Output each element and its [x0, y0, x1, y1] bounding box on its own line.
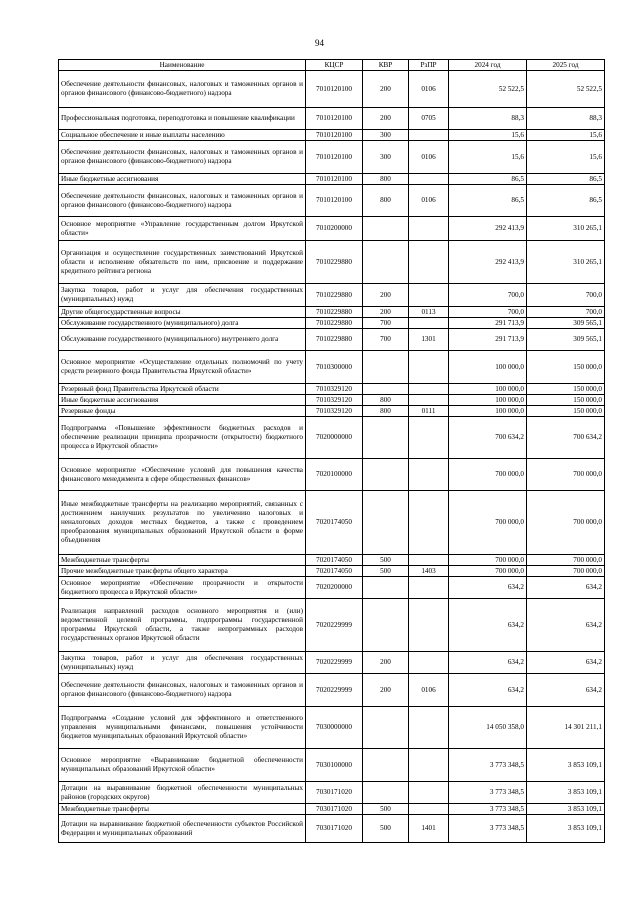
table-body [59, 71, 605, 843]
cell-kvr [363, 217, 409, 241]
cell-kvr [363, 491, 409, 555]
cell-y2025: 150 000,0 [527, 384, 605, 395]
table-row [59, 71, 605, 108]
cell-kcsr: 7010229880 [306, 329, 363, 351]
table-row [59, 804, 605, 815]
cell-rzpr [409, 217, 449, 241]
cell-name: Межбюджетные трансферты [59, 804, 306, 815]
cell-kvr: 200 [363, 284, 409, 307]
cell-y2025: 700 634,2 [527, 417, 605, 459]
cell-y2025: 150 000,0 [527, 395, 605, 406]
cell-kcsr: 7010120100 [306, 185, 363, 217]
cell-rzpr [409, 749, 449, 782]
cell-y2024: 100 000,0 [449, 406, 527, 417]
cell-kcsr: 7030171020 [306, 815, 363, 843]
cell-y2024: 291 713,9 [449, 318, 527, 329]
cell-rzpr: 0111 [409, 406, 449, 417]
cell-y2025: 634,2 [527, 577, 605, 599]
table-row [59, 406, 605, 417]
cell-kvr [363, 749, 409, 782]
cell-rzpr [409, 318, 449, 329]
cell-kvr: 500 [363, 815, 409, 843]
cell-y2024: 52 522,5 [449, 71, 527, 108]
cell-name: Подпрограмма «Повышение эффективности бюджетных расходов и обеспечение реализации принципа прозрачности (открытости) бюджетного процесса в Иркутской области» [59, 417, 306, 459]
cell-y2025: 634,2 [527, 652, 605, 674]
cell-y2024: 634,2 [449, 599, 527, 652]
cell-rzpr: 0106 [409, 71, 449, 108]
cell-rzpr [409, 577, 449, 599]
cell-rzpr [409, 782, 449, 804]
cell-kcsr: 7010120100 [306, 130, 363, 141]
cell-name: Обеспечение деятельности финансовых, налоговых и таможенных органов и органов финансового (финансово-бюджетного) надзора [59, 141, 306, 174]
cell-name: Обеспечение деятельности финансовых, налоговых и таможенных органов и органов финансового (финансово-бюджетного) надзора [59, 185, 306, 217]
cell-y2025: 3 853 109,1 [527, 782, 605, 804]
cell-name: Дотации на выравнивание бюджетной обеспеченности муниципальных районов (городских округов) [59, 782, 306, 804]
cell-rzpr [409, 555, 449, 566]
table-row [59, 241, 605, 284]
cell-name: Прочие межбюджетные трансферты общего характера [59, 566, 306, 577]
cell-name: Закупка товаров, работ и услуг для обеспечения государственных (муниципальных) нужд [59, 284, 306, 307]
cell-y2024: 292 413,9 [449, 217, 527, 241]
cell-kcsr: 7010200000 [306, 217, 363, 241]
cell-y2024: 15,6 [449, 130, 527, 141]
cell-y2024: 100 000,0 [449, 384, 527, 395]
cell-y2025: 3 853 109,1 [527, 804, 605, 815]
cell-kcsr: 7020174050 [306, 566, 363, 577]
cell-kvr: 700 [363, 329, 409, 351]
table-row [59, 674, 605, 707]
cell-kvr [363, 782, 409, 804]
cell-kvr [363, 417, 409, 459]
cell-y2025: 700,0 [527, 307, 605, 318]
cell-y2024: 634,2 [449, 674, 527, 707]
cell-kvr: 300 [363, 141, 409, 174]
cell-y2025: 15,6 [527, 141, 605, 174]
cell-y2025: 14 301 211,1 [527, 707, 605, 749]
table-row [59, 384, 605, 395]
table-row [59, 491, 605, 555]
cell-y2025: 634,2 [527, 599, 605, 652]
table-row [59, 141, 605, 174]
cell-y2025: 700 000,0 [527, 491, 605, 555]
cell-kcsr: 7010120100 [306, 71, 363, 108]
cell-kvr [363, 459, 409, 491]
cell-y2025: 150 000,0 [527, 351, 605, 384]
table-header-row [59, 60, 605, 71]
cell-y2024: 88,3 [449, 108, 527, 130]
cell-y2024: 291 713,9 [449, 329, 527, 351]
cell-name: Межбюджетные трансферты [59, 555, 306, 566]
cell-rzpr: 0705 [409, 108, 449, 130]
header-2025: 2025 год [527, 60, 605, 71]
header-name: Наименование [59, 60, 306, 71]
header-kcsr: КЦСР [306, 60, 363, 71]
cell-kcsr: 7010329120 [306, 406, 363, 417]
cell-y2024: 700,0 [449, 284, 527, 307]
cell-kcsr: 7010329120 [306, 395, 363, 406]
cell-y2024: 634,2 [449, 652, 527, 674]
table-row [59, 318, 605, 329]
cell-kvr: 200 [363, 652, 409, 674]
cell-y2024: 700 000,0 [449, 555, 527, 566]
table-row [59, 130, 605, 141]
cell-kcsr: 7030000000 [306, 707, 363, 749]
cell-y2024: 86,5 [449, 174, 527, 185]
cell-kcsr: 7020174050 [306, 491, 363, 555]
cell-kvr: 300 [363, 130, 409, 141]
cell-kcsr: 7020100000 [306, 459, 363, 491]
table-row [59, 108, 605, 130]
page-number: 94 [315, 38, 324, 48]
table-row [59, 217, 605, 241]
header-2024: 2024 год [449, 60, 527, 71]
table-row [59, 707, 605, 749]
cell-kvr: 800 [363, 406, 409, 417]
cell-y2024: 700 634,2 [449, 417, 527, 459]
cell-kcsr: 7030171020 [306, 804, 363, 815]
header-rzpr: РзПР [409, 60, 449, 71]
cell-y2025: 15,6 [527, 130, 605, 141]
cell-kvr: 200 [363, 108, 409, 130]
cell-kcsr: 7030100000 [306, 749, 363, 782]
cell-y2025: 700,0 [527, 284, 605, 307]
cell-rzpr: 0106 [409, 141, 449, 174]
cell-rzpr: 0106 [409, 185, 449, 217]
cell-kcsr: 7010300000 [306, 351, 363, 384]
cell-y2025: 309 565,1 [527, 318, 605, 329]
cell-y2024: 3 773 348,5 [449, 782, 527, 804]
table-row [59, 459, 605, 491]
cell-name: Основное мероприятие «Обеспечение условий для повышения качества финансового менеджмента в сфере общественных финансов» [59, 459, 306, 491]
cell-kvr: 200 [363, 71, 409, 108]
cell-rzpr [409, 707, 449, 749]
cell-y2025: 700 000,0 [527, 459, 605, 491]
cell-kvr: 200 [363, 674, 409, 707]
table-row [59, 749, 605, 782]
cell-name: Подпрограмма «Создание условий для эффективного и ответственного управления муниципальными финансами, повышения устойчивости бюджетов муниципальных образований Иркутской области» [59, 707, 306, 749]
cell-kcsr: 7020229999 [306, 599, 363, 652]
cell-y2024: 86,5 [449, 185, 527, 217]
cell-kcsr: 7020229999 [306, 652, 363, 674]
cell-rzpr: 1301 [409, 329, 449, 351]
cell-name: Иные межбюджетные трансферты на реализацию мероприятий, связанных с достижением наилучших результатов по увеличению налоговых и неналоговых доходов местных бюджетов, а также с проведением преобразования муниципальных образований Иркутской области в форме объединения [59, 491, 306, 555]
cell-kcsr: 7020000000 [306, 417, 363, 459]
cell-y2024: 100 000,0 [449, 395, 527, 406]
table-row [59, 395, 605, 406]
cell-y2025: 88,3 [527, 108, 605, 130]
cell-y2025: 310 265,1 [527, 217, 605, 241]
cell-rzpr [409, 599, 449, 652]
cell-kcsr: 7010229880 [306, 318, 363, 329]
cell-name: Основное мероприятие «Обеспечение прозрачности и открытости бюджетного процесса в Иркутской области» [59, 577, 306, 599]
cell-rzpr [409, 384, 449, 395]
table-row [59, 599, 605, 652]
cell-kvr: 800 [363, 174, 409, 185]
cell-name: Обеспечение деятельности финансовых, налоговых и таможенных органов и органов финансового (финансово-бюджетного) надзора [59, 674, 306, 707]
table-row [59, 577, 605, 599]
table-row [59, 417, 605, 459]
cell-y2025: 3 853 109,1 [527, 815, 605, 843]
cell-name: Резервный фонд Правительства Иркутской области [59, 384, 306, 395]
cell-y2025: 150 000,0 [527, 406, 605, 417]
cell-name: Социальное обеспечение и иные выплаты населению [59, 130, 306, 141]
cell-y2024: 700,0 [449, 307, 527, 318]
cell-name: Закупка товаров, работ и услуг для обеспечения государственных (муниципальных) нужд [59, 652, 306, 674]
cell-y2025: 3 853 109,1 [527, 749, 605, 782]
cell-kvr [363, 707, 409, 749]
header-kvr: КВР [363, 60, 409, 71]
cell-rzpr: 0113 [409, 307, 449, 318]
cell-kcsr: 7010120100 [306, 141, 363, 174]
cell-name: Обслуживание государственного (муниципального) внутреннего долга [59, 329, 306, 351]
cell-kvr: 500 [363, 555, 409, 566]
cell-kcsr: 7020174050 [306, 555, 363, 566]
table-row [59, 185, 605, 217]
cell-rzpr [409, 491, 449, 555]
cell-y2025: 309 565,1 [527, 329, 605, 351]
cell-name: Обеспечение деятельности финансовых, налоговых и таможенных органов и органов финансового (финансово-бюджетного) надзора [59, 71, 306, 108]
cell-y2024: 100 000,0 [449, 351, 527, 384]
cell-rzpr: 0106 [409, 674, 449, 707]
cell-name: Обслуживание государственного (муниципального) долга [59, 318, 306, 329]
table-row [59, 307, 605, 318]
cell-rzpr [409, 459, 449, 491]
cell-name: Иные бюджетные ассигнования [59, 395, 306, 406]
cell-y2024: 14 050 358,0 [449, 707, 527, 749]
cell-name: Профессиональная подготовка, переподготовка и повышение квалификации [59, 108, 306, 130]
cell-y2025: 700 000,0 [527, 555, 605, 566]
cell-name: Основное мероприятие «Осуществление отдельных полномочий по учету средств резервного фонда Правительства Иркутской области» [59, 351, 306, 384]
cell-rzpr: 1401 [409, 815, 449, 843]
cell-name: Резервные фонды [59, 406, 306, 417]
table-row [59, 329, 605, 351]
cell-kvr [363, 351, 409, 384]
cell-y2024: 3 773 348,5 [449, 815, 527, 843]
cell-kcsr: 7010229880 [306, 284, 363, 307]
cell-kvr: 700 [363, 318, 409, 329]
cell-name: Иные бюджетные ассигнования [59, 174, 306, 185]
cell-kvr: 200 [363, 307, 409, 318]
cell-y2024: 700 000,0 [449, 566, 527, 577]
table-row [59, 652, 605, 674]
table-row [59, 815, 605, 843]
cell-y2024: 3 773 348,5 [449, 804, 527, 815]
table-row [59, 782, 605, 804]
cell-kvr: 500 [363, 566, 409, 577]
cell-kvr [363, 577, 409, 599]
cell-kcsr: 7020200000 [306, 577, 363, 599]
budget-table [58, 59, 605, 843]
cell-name: Реализация направлений расходов основного мероприятия и (или) ведомственной целевой программы, подпрограммы государственной программы Иркутской области, а также непрограммных расходов государственных органов Иркутской области [59, 599, 306, 652]
cell-kvr: 500 [363, 804, 409, 815]
table-row [59, 174, 605, 185]
cell-name: Организация и осуществление государственных заимствований Иркутской области и исполнение обязательств по ним, присвоение и поддержание кредитного рейтинга региона [59, 241, 306, 284]
cell-name: Основное мероприятие «Выравнивание бюджетной обеспеченности муниципальных образований Иркутской области» [59, 749, 306, 782]
cell-y2025: 86,5 [527, 174, 605, 185]
cell-name: Другие общегосударственные вопросы [59, 307, 306, 318]
cell-kcsr: 7030171020 [306, 782, 363, 804]
cell-kvr: 800 [363, 185, 409, 217]
cell-rzpr [409, 395, 449, 406]
cell-y2025: 52 522,5 [527, 71, 605, 108]
cell-kcsr: 7010120100 [306, 108, 363, 130]
cell-rzpr [409, 351, 449, 384]
cell-y2024: 634,2 [449, 577, 527, 599]
table-row [59, 566, 605, 577]
cell-y2024: 292 413,9 [449, 241, 527, 284]
cell-kcsr: 7010229880 [306, 307, 363, 318]
cell-rzpr [409, 241, 449, 284]
table-row [59, 555, 605, 566]
cell-name: Основное мероприятие «Управление государственным долгом Иркутской области» [59, 217, 306, 241]
cell-kvr: 800 [363, 395, 409, 406]
cell-name: Дотации на выравнивание бюджетной обеспеченности субъектов Российской Федерации и муниципальных образований [59, 815, 306, 843]
cell-y2024: 700 000,0 [449, 459, 527, 491]
cell-kvr [363, 599, 409, 652]
cell-y2024: 15,6 [449, 141, 527, 174]
cell-y2025: 310 265,1 [527, 241, 605, 284]
cell-y2024: 700 000,0 [449, 491, 527, 555]
table-row [59, 284, 605, 307]
table-row [59, 351, 605, 384]
cell-kcsr: 7020229999 [306, 674, 363, 707]
cell-rzpr [409, 417, 449, 459]
cell-y2025: 634,2 [527, 674, 605, 707]
cell-y2024: 3 773 348,5 [449, 749, 527, 782]
cell-rzpr [409, 652, 449, 674]
cell-y2025: 700 000,0 [527, 566, 605, 577]
cell-rzpr [409, 284, 449, 307]
cell-kcsr: 7010329120 [306, 384, 363, 395]
cell-rzpr [409, 804, 449, 815]
cell-kvr [363, 384, 409, 395]
cell-kcsr: 7010229880 [306, 241, 363, 284]
cell-rzpr [409, 130, 449, 141]
cell-y2025: 86,5 [527, 185, 605, 217]
cell-rzpr [409, 174, 449, 185]
cell-kvr [363, 241, 409, 284]
cell-rzpr: 1403 [409, 566, 449, 577]
cell-kcsr: 7010120100 [306, 174, 363, 185]
